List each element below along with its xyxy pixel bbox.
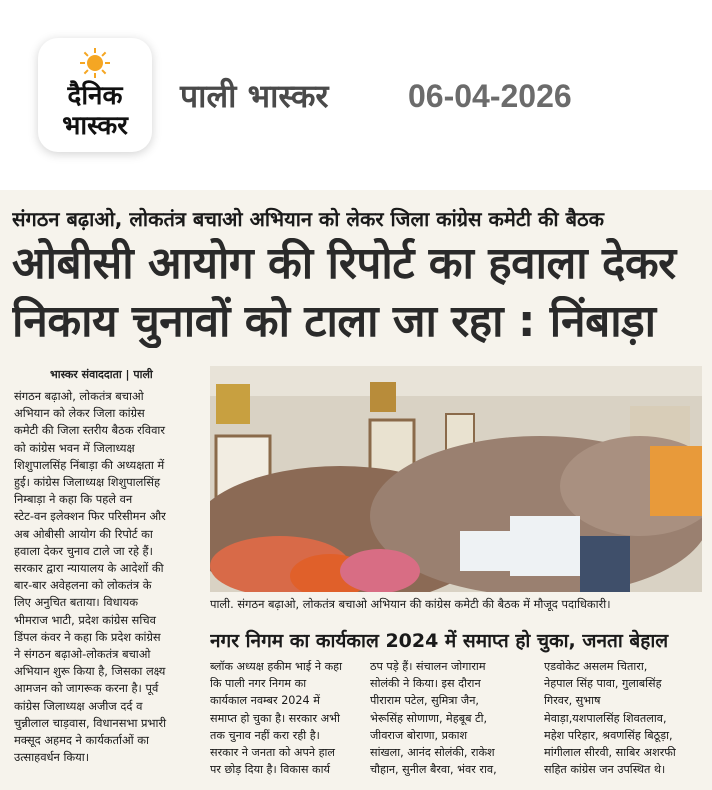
text-line: चुन्नीलाल चाड़वास, विधानसभा प्रभारी [14, 715, 167, 730]
text-line: स्टेट-वन इलेक्शन फिर परिसीमन और [14, 509, 166, 524]
text-line: मेवाड़ा,यशपालसिंह शिवतलाव, [544, 711, 667, 725]
text-line: ब्लॉक अध्यक्ष हकीम भाई ने कहा [210, 660, 343, 673]
text-line: सरकार द्वारा न्यायालय के आदेशों की [14, 561, 164, 576]
text-line: कि पाली नगर निगम का [210, 677, 307, 691]
article-left-column [14, 388, 198, 766]
text-line: आमजन को जागरूक करना है। पूर्व [14, 681, 159, 696]
text-line: अभियान को लेकर जिला कांग्रेस [14, 406, 145, 421]
text-line: तक चुनाव नहीं करा रही है। [210, 728, 320, 742]
sub-headline: नगर निगम का कार्यकाल 2024 में समाप्त हो चुका, जनता बेहाल [210, 630, 669, 652]
text-line: समाप्त हो चुका है। सरकार अभी [210, 711, 340, 725]
text-line: ठप पड़े हैं। संचालन जोगाराम [370, 660, 486, 673]
text-line: हवाला देकर चुनाव टाले जा रहे हैं। [14, 543, 153, 558]
text-line: भीमराज भाटी, प्रदेश कांग्रेस सचिव [14, 612, 156, 627]
text-line: गिरवर, सुभाष [544, 694, 601, 708]
text-line: उत्साहवर्धन किया। [14, 750, 90, 765]
article-column-2 [370, 658, 526, 778]
text-line: जीवराज बोराणा, प्रकाश [370, 728, 468, 742]
sun-icon [80, 48, 110, 78]
text-line: सहित कांग्रेस जन उपस्थित थे। [544, 763, 666, 777]
app-header [0, 0, 712, 170]
byline: भास्कर संवाददाता | पाली [50, 368, 153, 381]
article-kicker: संगठन बढ़ाओ, लोकतंत्र बचाओ अभियान को लेकर जिला कांग्रेस कमेटी की बैठक [12, 207, 604, 231]
dainik-bhaskar-logo[interactable] [38, 38, 152, 152]
text-line: बार-बार अवेहलना को लोकतंत्र के [14, 578, 152, 593]
text-line: को कांग्रेस भवन में जिलाध्यक्ष [14, 440, 135, 455]
text-line: सांखला, आनंद सोलंकी, राकेश [370, 746, 495, 760]
headline-line-2: निकाय चुनावों को टाला जा रहा : निंबाड़ा [12, 296, 656, 347]
text-line: मक्सूद अहमद ने कार्यकर्ताओं का [14, 733, 149, 748]
text-line: नेहपाल सिंह पावा, गुलाबसिंह [544, 677, 662, 691]
text-line: सरकार ने जनता को अपने हाल [210, 746, 336, 760]
text-line: भेरूसिंह सोणाणा, मेहबूब टी, [370, 711, 488, 725]
edition-title: पाली भास्कर [180, 77, 329, 115]
text-line: ने संगठन बढ़ाओ-लोकतंत्र बचाओ [14, 647, 151, 662]
meeting-photo-illustration [210, 366, 702, 592]
text-line: कार्यकाल नवम्बर 2024 में [210, 694, 320, 708]
text-line: पीराराम पटेल, सुमित्रा जैन, [370, 694, 479, 708]
edition-date: 06-04-2026 [408, 78, 572, 114]
text-line: मांगीलाल सीरवी, साबिर अशरफी [544, 746, 676, 760]
text-line: पर छोड़ दिया है। विकास कार्य [210, 763, 330, 777]
text-line: लिए अनुचित बताया। विधायक [14, 595, 138, 610]
text-line: कांग्रेस जिलाध्यक्ष अजीज दर्द व [14, 698, 143, 713]
text-line: हुई। कांग्रेस जिलाध्यक्ष शिशुपालसिंह [14, 475, 161, 490]
text-line: अब ओबीसी आयोग की रिपोर्ट का [14, 526, 153, 541]
article-column-3 [544, 658, 702, 778]
logo-text-dainik: दैनिक [67, 81, 123, 111]
logo-text-bhaskar: भास्कर [62, 111, 128, 141]
text-line: डिंपल कंवर ने कहा कि प्रदेश कांग्रेस [14, 629, 161, 644]
meeting-photo [210, 366, 702, 592]
article-column-1 [210, 658, 356, 778]
text-line: संगठन बढ़ाओ, लोकतंत्र बचाओ [14, 389, 144, 403]
text-line: शिशुपालसिंह निंबाड़ा की अध्यक्षता में [14, 457, 165, 472]
text-line: अभियान शुरू किया है, जिसका लक्ष्य [14, 664, 166, 679]
photo-caption: पाली. संगठन बढ़ाओ, लोकतंत्र बचाओ अभियान की कांग्रेस कमेटी की बैठक में मौजूद पदाधिकारी। [210, 597, 611, 611]
text-line: महेश परिहार, श्रवणसिंह बिठूड़ा, [544, 728, 673, 742]
text-line: निम्बाड़ा ने कहा कि पहले वन [14, 492, 133, 507]
text-line: चौहान, सुनील बैरवा, भंवर राव, [370, 763, 497, 777]
headline-line-1: ओबीसी आयोग की रिपोर्ट का हवाला देकर [12, 238, 676, 289]
text-line: सोलंकी ने किया। इस दौरान [370, 677, 481, 691]
text-line: एडवोकेट असलम चितारा, [544, 660, 648, 673]
text-line: कमेटी की जिला स्तरीय बैठक रविवार [14, 423, 166, 438]
